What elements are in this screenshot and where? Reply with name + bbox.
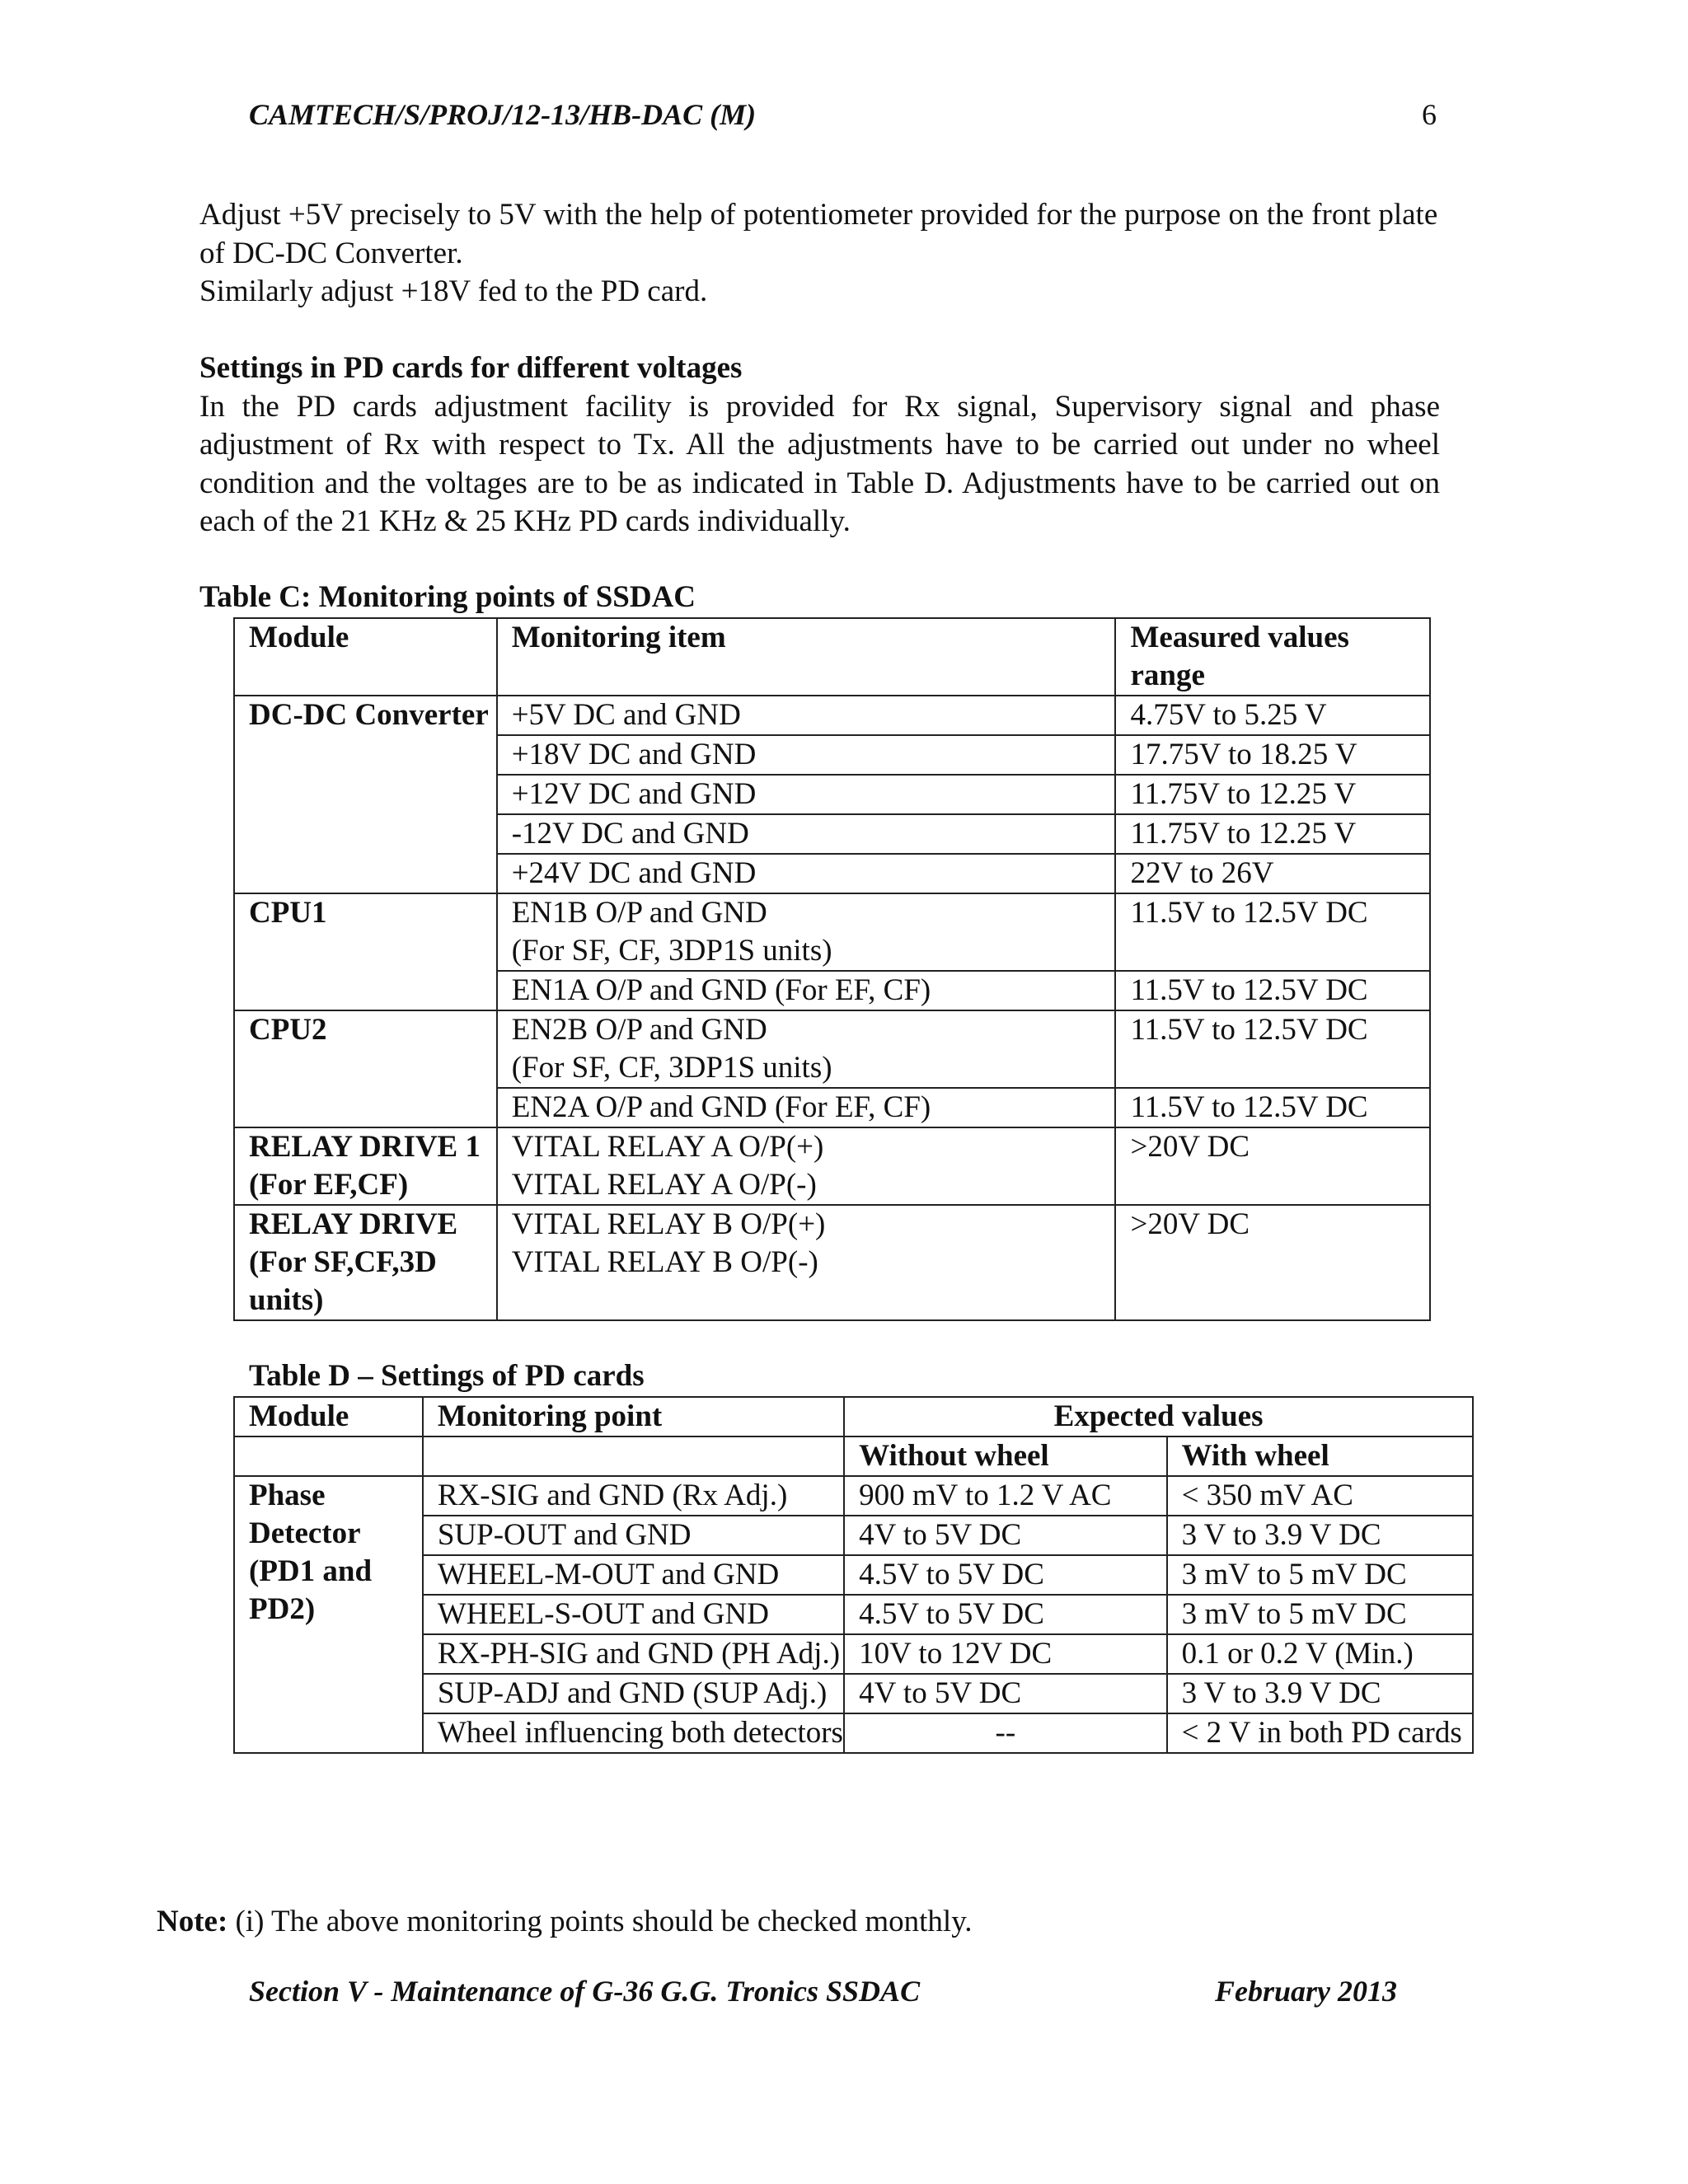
monitoring-point: SUP-ADJ and GND (SUP Adj.) bbox=[423, 1674, 844, 1713]
table-row bbox=[234, 1127, 1430, 1205]
monitoring-item-line: EN2B O/P and GND bbox=[511, 1013, 767, 1047]
column-header: Module bbox=[234, 618, 497, 696]
value-without-wheel: 10V to 12V DC bbox=[844, 1634, 1166, 1674]
table-row bbox=[234, 893, 1430, 971]
intro-paragraph bbox=[199, 196, 1440, 312]
intro-line-1: Adjust +5V precisely to 5V with the help of potentiometer provided for the purpose on the front plate of DC-DC Converter. bbox=[199, 198, 1438, 270]
monitoring-item: EN2A O/P and GND (For EF, CF) bbox=[497, 1088, 1116, 1127]
monitoring-item-line: EN1B O/P and GND bbox=[511, 896, 767, 930]
monitoring-item-line: (For SF, CF, 3DP1S units) bbox=[511, 934, 832, 968]
table-row bbox=[234, 1205, 1430, 1320]
settings-section bbox=[199, 349, 1440, 541]
footer-section: Section V - Maintenance of G-36 G.G. Tronics SSDAC bbox=[249, 1975, 921, 2008]
monitoring-item: +12V DC and GND bbox=[497, 775, 1116, 814]
measured-value: 11.75V to 12.25 V bbox=[1115, 814, 1430, 854]
module-cell: CPU1 bbox=[234, 893, 497, 1010]
measured-value: 11.5V to 12.5V DC bbox=[1115, 893, 1430, 971]
settings-body: In the PD cards adjustment facility is provided for Rx signal, Supervisory signal and phase adjustment of Rx with respect to Tx. All the adjustments have to be carried out under no wheel condition and the voltages are to be as indicated in Table D. Adjustments have to be carried out on each of the 21 KHz & 25 KHz PD cards individually. bbox=[199, 389, 1440, 538]
measured-value: >20V DC bbox=[1115, 1205, 1430, 1320]
table-row bbox=[234, 1476, 1473, 1516]
table-row bbox=[234, 1397, 1473, 1436]
note bbox=[157, 1904, 973, 1939]
settings-heading: Settings in PD cards for different voltages bbox=[199, 351, 743, 385]
monitoring-item-line: VITAL RELAY B O/P(-) bbox=[511, 1245, 818, 1279]
value-with-wheel: < 350 mV AC bbox=[1167, 1476, 1473, 1516]
monitoring-item: +18V DC and GND bbox=[497, 735, 1116, 775]
column-header: Expected values bbox=[844, 1397, 1473, 1436]
measured-value: 11.75V to 12.25 V bbox=[1115, 775, 1430, 814]
measured-value: 11.5V to 12.5V DC bbox=[1115, 1010, 1430, 1088]
value-without-wheel: -- bbox=[844, 1713, 1166, 1753]
empty-cell bbox=[234, 1436, 423, 1476]
value-with-wheel: 3 mV to 5 mV DC bbox=[1167, 1555, 1473, 1595]
module-cell: RELAY DRIVE (For SF,CF,3D units) bbox=[234, 1205, 497, 1320]
module-cell: RELAY DRIVE 1 (For EF,CF) bbox=[234, 1127, 497, 1205]
monitoring-item: EN1A O/P and GND (For EF, CF) bbox=[497, 971, 1116, 1010]
monitoring-item bbox=[497, 1127, 1116, 1205]
value-with-wheel: < 2 V in both PD cards bbox=[1167, 1713, 1473, 1753]
table-row bbox=[234, 696, 1430, 735]
monitoring-item: +5V DC and GND bbox=[497, 696, 1116, 735]
monitoring-point: WHEEL-M-OUT and GND bbox=[423, 1555, 844, 1595]
table-row bbox=[234, 618, 1430, 696]
module-cell: CPU2 bbox=[234, 1010, 497, 1127]
measured-value: >20V DC bbox=[1115, 1127, 1430, 1205]
page-number: 6 bbox=[1422, 98, 1437, 131]
value-without-wheel: 4.5V to 5V DC bbox=[844, 1595, 1166, 1634]
measured-value: 4.75V to 5.25 V bbox=[1115, 696, 1430, 735]
value-without-wheel: 4V to 5V DC bbox=[844, 1674, 1166, 1713]
note-text: (i) The above monitoring points should be checked monthly. bbox=[235, 1905, 973, 1938]
monitoring-item bbox=[497, 893, 1116, 971]
value-without-wheel: 4V to 5V DC bbox=[844, 1516, 1166, 1555]
intro-line-2: Similarly adjust +18V fed to the PD card. bbox=[199, 274, 708, 308]
monitoring-item: +24V DC and GND bbox=[497, 854, 1116, 893]
column-header: Monitoring point bbox=[423, 1397, 844, 1436]
monitoring-point: WHEEL-S-OUT and GND bbox=[423, 1595, 844, 1634]
document-id: CAMTECH/S/PROJ/12-13/HB-DAC (M) bbox=[249, 98, 757, 131]
monitoring-item-line: VITAL RELAY A O/P(-) bbox=[511, 1168, 817, 1202]
monitoring-point: RX-SIG and GND (Rx Adj.) bbox=[423, 1476, 844, 1516]
table-d-caption: Table D – Settings of PD cards bbox=[249, 1359, 645, 1393]
column-header: Module bbox=[234, 1397, 423, 1436]
value-with-wheel: 0.1 or 0.2 V (Min.) bbox=[1167, 1634, 1473, 1674]
monitoring-item-line: VITAL RELAY B O/P(+) bbox=[511, 1207, 826, 1241]
empty-cell bbox=[423, 1436, 844, 1476]
monitoring-item: -12V DC and GND bbox=[497, 814, 1116, 854]
monitoring-item bbox=[497, 1010, 1116, 1088]
table-d bbox=[233, 1396, 1474, 1754]
monitoring-point: SUP-OUT and GND bbox=[423, 1516, 844, 1555]
value-with-wheel: 3 V to 3.9 V DC bbox=[1167, 1674, 1473, 1713]
column-header: Monitoring item bbox=[497, 618, 1116, 696]
table-row bbox=[234, 1010, 1430, 1088]
note-label: Note: bbox=[157, 1905, 228, 1938]
table-row bbox=[234, 1436, 1473, 1476]
column-header: Without wheel bbox=[844, 1436, 1166, 1476]
monitoring-point: RX-PH-SIG and GND (PH Adj.) bbox=[423, 1634, 844, 1674]
measured-value: 17.75V to 18.25 V bbox=[1115, 735, 1430, 775]
measured-value: 22V to 26V bbox=[1115, 854, 1430, 893]
monitoring-item bbox=[497, 1205, 1116, 1320]
module-cell: DC-DC Converter bbox=[234, 696, 497, 893]
measured-value: 11.5V to 12.5V DC bbox=[1115, 1088, 1430, 1127]
table-c-caption: Table C: Monitoring points of SSDAC bbox=[199, 580, 696, 614]
value-with-wheel: 3 V to 3.9 V DC bbox=[1167, 1516, 1473, 1555]
value-with-wheel: 3 mV to 5 mV DC bbox=[1167, 1595, 1473, 1634]
footer-date: February 2013 bbox=[1215, 1975, 1398, 2008]
measured-value: 11.5V to 12.5V DC bbox=[1115, 971, 1430, 1010]
module-cell: Phase Detector (PD1 and PD2) bbox=[234, 1476, 423, 1753]
monitoring-item-line: VITAL RELAY A O/P(+) bbox=[511, 1130, 824, 1164]
monitoring-point: Wheel influencing both detectors bbox=[423, 1713, 844, 1753]
column-header: With wheel bbox=[1167, 1436, 1473, 1476]
value-without-wheel: 4.5V to 5V DC bbox=[844, 1555, 1166, 1595]
table-c bbox=[233, 617, 1431, 1321]
column-header: Measured values range bbox=[1115, 618, 1430, 696]
monitoring-item-line: (For SF, CF, 3DP1S units) bbox=[511, 1051, 832, 1085]
value-without-wheel: 900 mV to 1.2 V AC bbox=[844, 1476, 1166, 1516]
